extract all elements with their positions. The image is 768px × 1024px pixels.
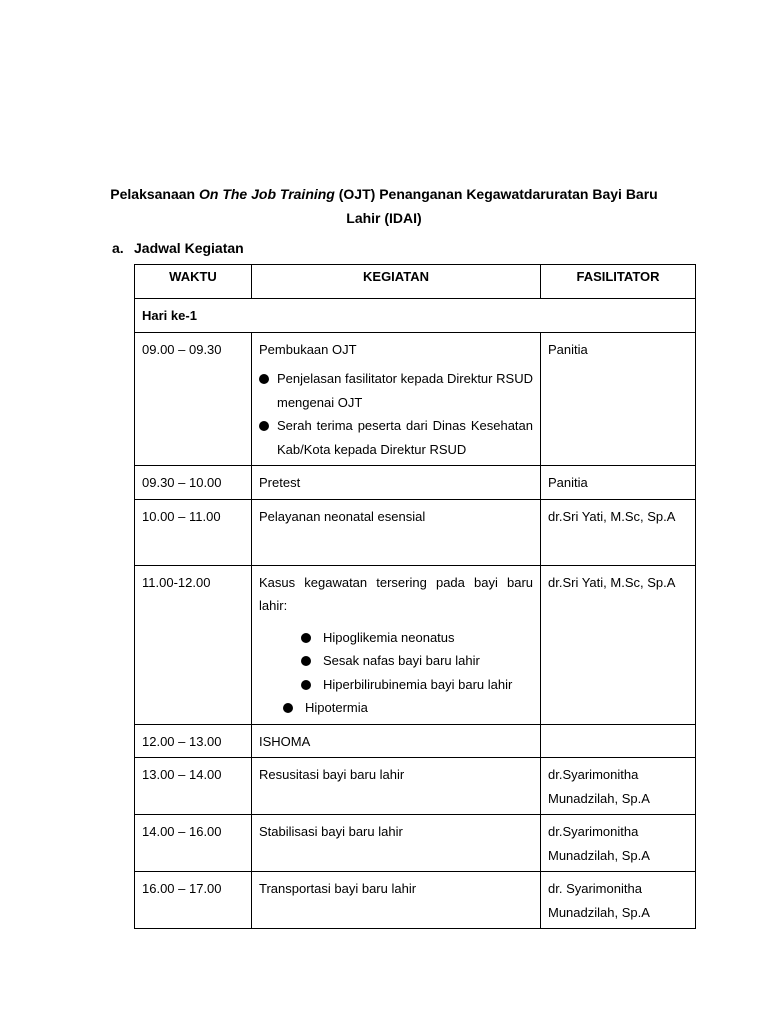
activity-cell — [252, 332, 541, 466]
facilitator-cell: dr.Sri Yati, M.Sc, Sp.A — [541, 499, 696, 565]
list-item: Hiperbilirubinemia bayi baru lahir — [259, 673, 533, 697]
table-row — [135, 815, 696, 872]
title-part1: Pelaksanaan — [110, 186, 199, 202]
table-header-row — [135, 265, 696, 299]
list-item: Hipotermia — [259, 696, 533, 720]
activity-cell: Stabilisasi bayi baru lahir — [252, 815, 541, 872]
document-title — [104, 182, 664, 230]
activity-bullets — [259, 626, 533, 720]
time-cell: 10.00 – 11.00 — [135, 499, 252, 565]
section-label: Jadwal Kegiatan — [134, 240, 244, 256]
day-row — [135, 299, 696, 333]
activity-cell — [252, 565, 541, 724]
table-row — [135, 565, 696, 724]
section-number: a. — [112, 240, 124, 256]
time-cell: 14.00 – 16.00 — [135, 815, 252, 872]
day-label: Hari ke-1 — [135, 299, 696, 333]
list-item: Hipoglikemia neonatus — [259, 626, 533, 650]
header-waktu: WAKTU — [135, 265, 252, 299]
facilitator-cell: dr. Syarimonitha Munadzilah, Sp.A — [541, 872, 696, 929]
activity-cell: Pelayanan neonatal esensial — [252, 499, 541, 565]
table-row — [135, 332, 696, 466]
section-heading — [112, 240, 244, 256]
time-cell: 09.30 – 10.00 — [135, 466, 252, 500]
facilitator-cell: dr.Syarimonitha Munadzilah, Sp.A — [541, 758, 696, 815]
schedule-table — [134, 264, 696, 929]
time-cell: 12.00 – 13.00 — [135, 724, 252, 758]
activity-bullets — [259, 367, 533, 461]
activity-cell: Transportasi bayi baru lahir — [252, 872, 541, 929]
title-italic: On The Job Training — [199, 186, 335, 202]
time-cell: 16.00 – 17.00 — [135, 872, 252, 929]
table-row — [135, 466, 696, 500]
activity-cell: Resusitasi bayi baru lahir — [252, 758, 541, 815]
list-item: Serah terima peserta dari Dinas Kesehatan Kab/Kota kepada Direktur RSUD — [259, 414, 533, 461]
activity-cell: ISHOMA — [252, 724, 541, 758]
list-item: Sesak nafas bayi baru lahir — [259, 649, 533, 673]
time-cell: 11.00-12.00 — [135, 565, 252, 724]
facilitator-cell — [541, 724, 696, 758]
facilitator-cell: dr.Syarimonitha Munadzilah, Sp.A — [541, 815, 696, 872]
facilitator-cell: Panitia — [541, 466, 696, 500]
time-cell: 09.00 – 09.30 — [135, 332, 252, 466]
header-kegiatan: KEGIATAN — [252, 265, 541, 299]
activity-text: Kasus kegawatan tersering pada bayi baru lahir: — [259, 574, 533, 613]
title-part2: (OJT) Penanganan Kegawatdaruratan Bayi Baru Lahir (IDAI) — [334, 186, 658, 226]
facilitator-cell: dr.Sri Yati, M.Sc, Sp.A — [541, 565, 696, 724]
activity-text: Pembukaan OJT — [259, 341, 357, 357]
facilitator-cell: Panitia — [541, 332, 696, 466]
header-fasilitator: FASILITATOR — [541, 265, 696, 299]
table-row — [135, 499, 696, 565]
list-item: Penjelasan fasilitator kepada Direktur RSUD mengenai OJT — [259, 367, 533, 414]
table-row — [135, 724, 696, 758]
time-cell: 13.00 – 14.00 — [135, 758, 252, 815]
activity-cell: Pretest — [252, 466, 541, 500]
table-row — [135, 758, 696, 815]
table-row — [135, 872, 696, 929]
